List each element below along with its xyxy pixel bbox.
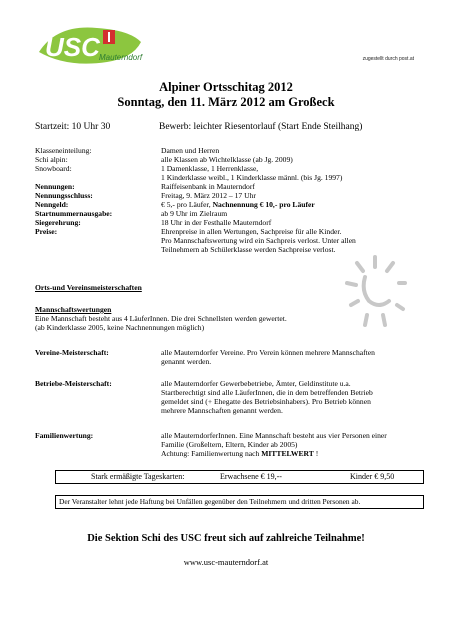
deadline-label: Nennungsschluss: (35, 191, 93, 200)
fee-regular: € 5,- pro Läufer, (161, 200, 213, 209)
family-average: MITTELWERT (261, 449, 314, 458)
ticket-adult: Erwachsene € 19,-- (220, 472, 282, 481)
prizes-value-3: Teilnehmern ab Schülerklasse werden Sachpreise verlost. (161, 245, 336, 254)
family-note: Achtung: Familienwertung nach (161, 449, 262, 458)
bib-value: ab 9 Uhr im Zielraum (161, 209, 228, 218)
ski-value: alle Klassen ab Wichtelklasse (ab Jg. 2009) (161, 155, 293, 164)
prizes-value-2: Pro Mannschaftswertung wird ein Sachpreis verlost. Unter allen (161, 236, 356, 245)
sun-icon (343, 253, 409, 329)
classes-value: Damen und Herren (161, 146, 220, 155)
companies-line-2: Startberechtigt sind alle LäuferInnen, die in dem betreffenden Betrieb (161, 388, 373, 397)
companies-label: Betriebe-Meisterschaft: (35, 379, 112, 388)
entries-value: Raiffeisenbank in Mauterndorf (161, 182, 255, 191)
clubs-line-2: genannt werden. (161, 357, 212, 366)
fee-late: Nachnennung € 10,- pro Läufer (212, 200, 315, 209)
postal-note: zugestellt durch post.at (362, 56, 414, 62)
family-line-3 (161, 449, 431, 458)
companies-line-3: gemeldet sind (+ Ehegatte des Betriebsinhabers). Pro Betrieb können (161, 397, 371, 406)
classes-label: Klasseneinteilung: (35, 146, 92, 155)
family-label: Familienwertung: (35, 431, 94, 440)
entries-label: Nennungen: (35, 182, 75, 191)
team-scoring-line-1: Eine Mannschaft besteht aus 4 LäuferInnen. Die drei Schnellsten werden gewertet. (35, 314, 287, 323)
deadline-value: Freitag, 9. März 2012 – 17 Uhr (161, 191, 256, 200)
usc-logo (37, 22, 145, 66)
ticket-child: Kinder € 9,50 (350, 472, 395, 481)
event-date: Sonntag, den 11. März 2012 am Großeck (117, 95, 335, 109)
team-scoring-title: Mannschaftswertungen (35, 305, 112, 314)
snowboard-value-1: 1 Damenklasse, 1 Herrenklasse, (161, 164, 259, 173)
website-link[interactable]: www.usc-mauterndorf.at (183, 557, 269, 567)
competition: Bewerb: leichter Riesentorlauf (Start Ende Steilhang) (159, 122, 363, 132)
family-line-2: Familie (Großeltern, Eltern, Kinder ab 2005) (161, 440, 298, 449)
fee-value (161, 200, 416, 209)
companies-line-4: mehrere Mannschaften genannt werden. (161, 406, 283, 415)
companies-line-1: alle Mauterndorfer Gewerbebetriebe, Ämter, Geldinstitute u.a. (161, 379, 351, 388)
ceremony-value: 18 Uhr in der Festhalle Mauterndorf (161, 218, 272, 227)
family-line-1: alle MauterndorferInnen. Eine Mannschaft besteht aus vier Personen einer (161, 431, 387, 440)
bib-label: Startnummernausgabe: (35, 209, 113, 218)
closing-text: Die Sektion Schi des USC freut sich auf zahlreiche Teilnahme! (87, 533, 365, 544)
clubs-label: Vereine-Meisterschaft: (35, 348, 109, 357)
clubs-line-1: alle Mauterndorfer Vereine. Pro Verein können mehrere Mannschaften (161, 348, 375, 357)
snowboard-value-2: 1 Kinderklasse weibl., 1 Kinderklasse männl. (bis Jg. 1997) (161, 173, 343, 182)
family-note-end: ! (313, 449, 319, 458)
prizes-label: Preise: (35, 227, 58, 236)
section-title-championships: Orts-und Vereinsmeisterschaften (35, 283, 142, 292)
team-scoring-line-2: (ab Kinderklasse 2005, keine Nachnennungen möglich) (35, 323, 205, 332)
ticket-box (55, 470, 424, 484)
fee-label: Nenngeld: (35, 200, 69, 209)
logo-town: Mauterndorf (99, 53, 143, 62)
liability-box (55, 495, 424, 509)
prizes-value-1: Ehrenpreise in allen Wertungen, Sachpreise für alle Kinder. (161, 227, 342, 236)
event-title: Alpiner Ortsschitag 2012 (159, 80, 293, 94)
snowboard-label: Snowboard: (35, 164, 72, 173)
ceremony-label: Siegerehrung: (35, 218, 81, 227)
liability-text: Der Veranstalter lehnt jede Haftung bei Unfällen gegenüber den Teilnehmern und dritten Personen ab. (59, 497, 361, 506)
ski-label: Schi alpin: (35, 155, 68, 164)
logo-letters: USC (45, 32, 100, 62)
start-time: Startzeit: 10 Uhr 30 (35, 122, 111, 132)
ticket-label: Stark ermäßigte Tageskarten: (91, 472, 185, 481)
